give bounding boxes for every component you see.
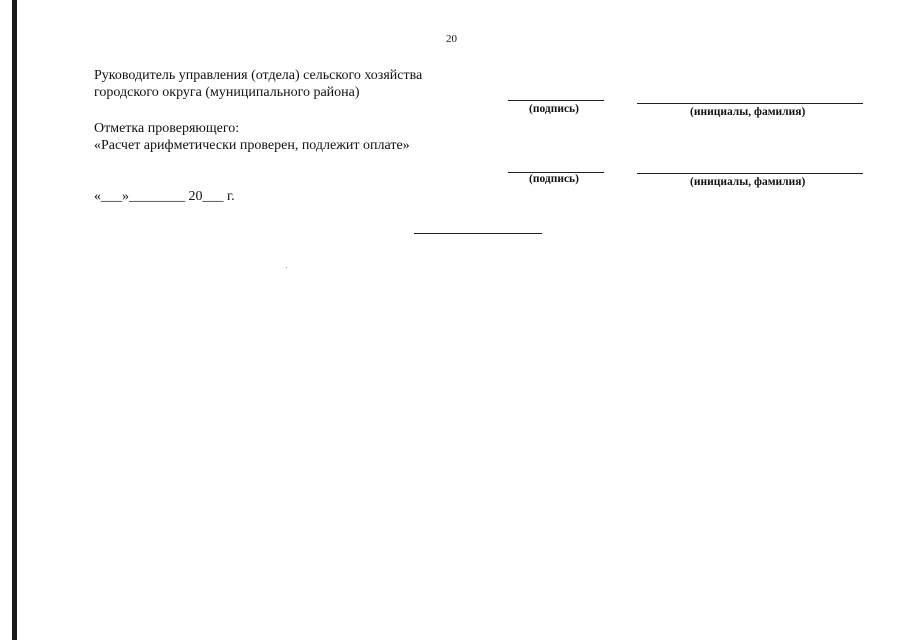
name-caption-1: (инициалы, фамилия)	[690, 106, 806, 118]
end-rule	[414, 233, 542, 234]
page-number: 20	[446, 33, 457, 45]
signature-caption-2: (подпись)	[529, 173, 579, 185]
head-title-line-1: Руководитель управления (отдела) сельского хозяйства	[94, 68, 423, 83]
inspector-label: Отметка проверяющего:	[94, 121, 240, 136]
scan-speck	[286, 267, 287, 268]
date-line: «___»________ 20___ г.	[94, 189, 235, 204]
name-line-2	[637, 173, 863, 174]
head-title-line-2: городского округа (муниципального района)	[94, 85, 360, 100]
scan-edge	[12, 0, 17, 640]
name-line-1	[637, 103, 863, 104]
signature-line-1	[508, 100, 604, 101]
signature-caption-1: (подпись)	[529, 103, 579, 115]
inspector-note: «Расчет арифметически проверен, подлежит оплате»	[94, 138, 410, 153]
name-caption-2: (инициалы, фамилия)	[690, 176, 806, 188]
